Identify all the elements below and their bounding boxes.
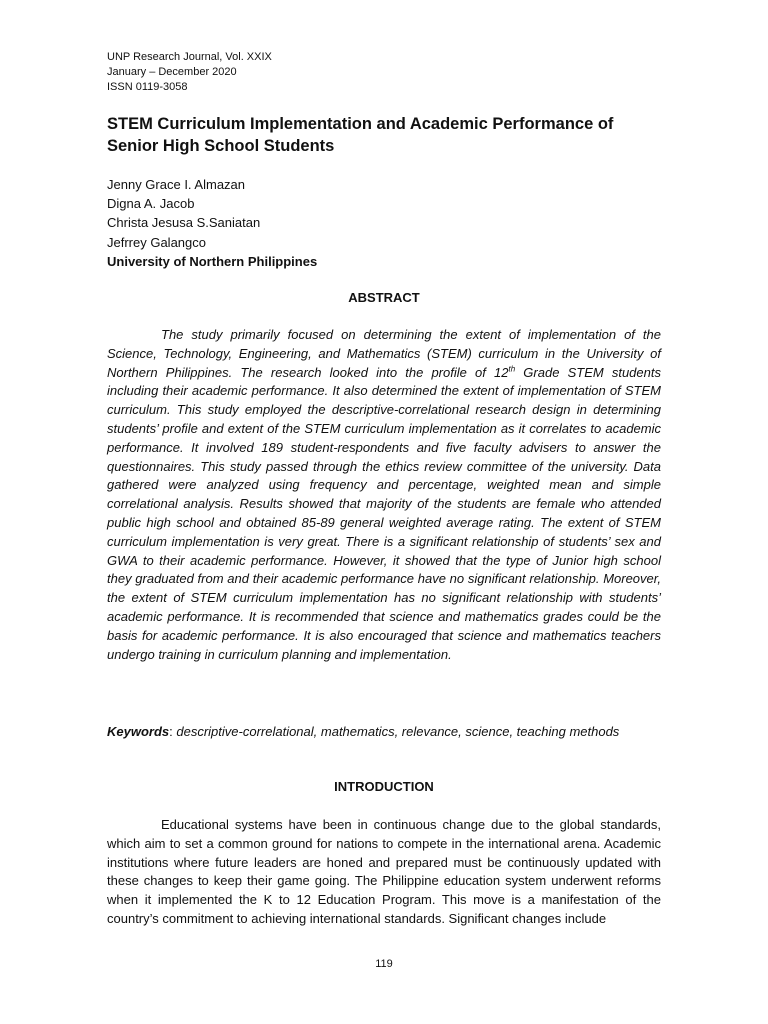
journal-issn: ISSN 0119-3058 <box>107 81 188 93</box>
journal-name: UNP Research Journal, Vol. XXIX <box>107 51 272 63</box>
abstract-heading: ABSTRACT <box>348 290 420 305</box>
author-name: Jefrrey Galangco <box>107 234 206 250</box>
abstract-text-part1: The study primarily focused on determining the extent of implementation of the Science, Technology, Engineering, and Mathematics (STEM) curriculum in the University of Northern Philippines. The research looked into the profile of 12 <box>107 327 661 380</box>
keywords-block <box>107 722 661 741</box>
abstract-text-part2: Grade STEM students including their academic performance. It also determined the extent of implementation of STEM curriculum. This study employed the descriptive-correlational research design in determining students’ profile and extent of the STEM curriculum implementation as it correlates to academic performance. It involved 189 student-respondents and five faculty advisers to answer the questionnaires. This study passed through the ethics review committee of the university. Data gathered were analyzed using frequency and percentage, weighted mean and simple correlational analysis. Results showed that majority of the students are female who attended public high school and obtained 85-89 general weighted average rating. The extent of STEM curriculum implementation is very great. There is a significant relationship of students’ sex and GWA to their academic performance. However, it showed that the type of Junior high school they graduated from and their academic performance have no significant relationship. Moreover, the extent of STEM curriculum implementation has no significant relationship with students’ academic performance. It is recommended that science and mathematics grades could be the basis for academic performance. It is also encouraged that science and mathematics teachers undergo training in curriculum planning and implementation. <box>107 364 661 662</box>
keywords-separator: : <box>169 724 177 739</box>
author-affiliation: University of Northern Philippines <box>107 253 318 269</box>
journal-period: January – December 2020 <box>107 66 237 78</box>
journal-header <box>107 50 272 95</box>
author-name: Christa Jesusa S.Saniatan <box>107 215 261 231</box>
keywords-label: Keywords <box>107 724 170 739</box>
page-number: 119 <box>375 958 393 970</box>
author-name: Jenny Grace I. Almazan <box>107 177 246 192</box>
keywords-text: descriptive-correlational, mathematics, relevance, science, teaching methods <box>176 724 620 739</box>
introduction-heading: INTRODUCTION <box>334 779 434 794</box>
introduction-text: Educational systems have been in continuous change due to the global standards, which aim to set a common ground for nations to compete in the international arena. Academic institutions where future leaders are honed and prepared must be continuously updated with these changes to keep their game going. The Philippine education system underwent reforms when it implemented the K to 12 Education Program. This move is a manifestation of the country’s commitment to achieving international standards. Significant changes include <box>107 817 661 926</box>
author-list <box>107 175 317 271</box>
author-name: Digna A. Jacob <box>107 196 195 212</box>
paper-title: STEM Curriculum Implementation and Academic Performance of Senior High School Students <box>107 115 614 155</box>
abstract-text <box>107 326 661 664</box>
abstract-superscript: th <box>508 364 516 374</box>
